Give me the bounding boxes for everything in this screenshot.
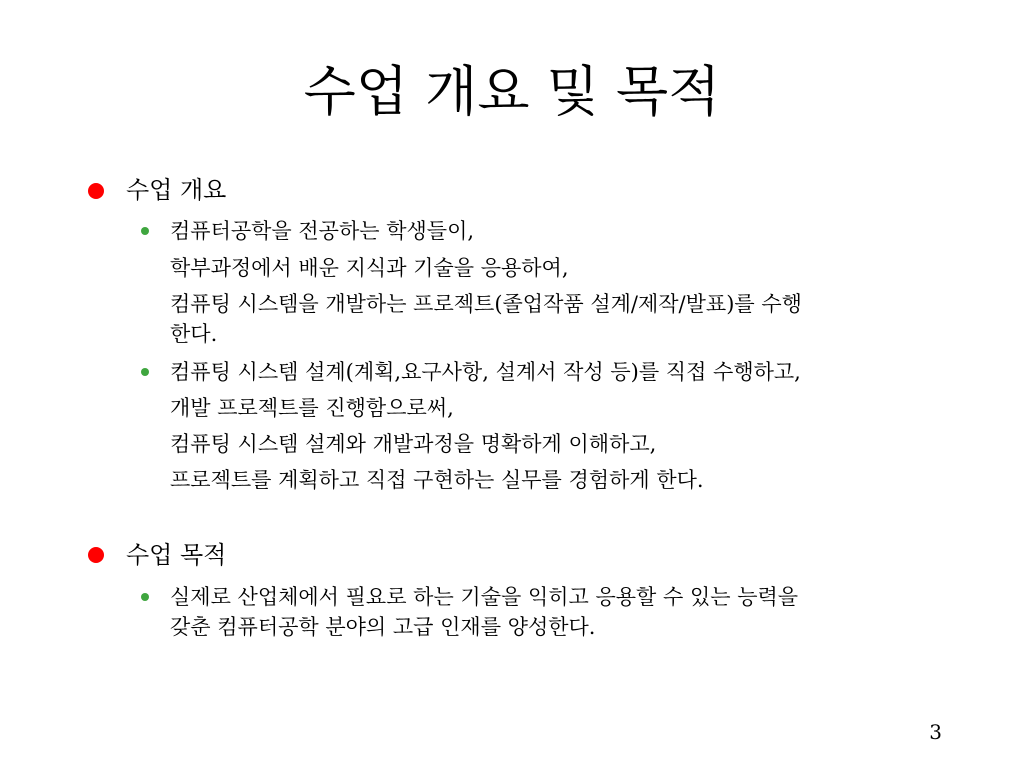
purpose-item-1-line-2: 갖춘 컴퓨터공학 분야의 고급 인재를 양성한다.: [170, 615, 596, 639]
overview-item-1-line-4: 한다.: [170, 322, 218, 346]
level2-bullet-icon: [141, 593, 149, 601]
overview-item-1-line-2: 학부과정에서 배운 지식과 기술을 응용하여,: [170, 256, 569, 280]
overview-item-1-line-1: 컴퓨터공학을 전공하는 학생들이,: [170, 219, 475, 243]
level1-bullet-icon: [88, 183, 104, 199]
slide-title: 수업 개요 및 목적: [303, 60, 721, 123]
level2-bullet-icon: [141, 368, 149, 376]
section-heading-overview: 수업 개요: [126, 176, 227, 204]
level2-bullet-icon: [141, 227, 149, 235]
page-number: 3: [929, 720, 942, 744]
overview-item-2-line-1: 컴퓨팅 시스템 설계(계획,요구사항, 설계서 작성 등)를 직접 수행하고,: [170, 360, 801, 384]
overview-item-1-line-3: 컴퓨팅 시스템을 개발하는 프로젝트(졸업작품 설계/제작/발표)를 수행: [170, 292, 802, 316]
section-heading-purpose: 수업 목적: [126, 541, 227, 569]
level1-bullet-icon: [88, 547, 104, 563]
purpose-item-1-line-1: 실제로 산업체에서 필요로 하는 기술을 익히고 응용할 수 있는 능력을: [170, 585, 799, 609]
overview-item-2-line-3: 컴퓨팅 시스템 설계와 개발과정을 명확하게 이해하고,: [170, 432, 657, 456]
overview-item-2-line-2: 개발 프로젝트를 진행함으로써,: [170, 396, 454, 420]
overview-item-2-line-4: 프로젝트를 계획하고 직접 구현하는 실무를 경험하게 한다.: [170, 468, 704, 492]
